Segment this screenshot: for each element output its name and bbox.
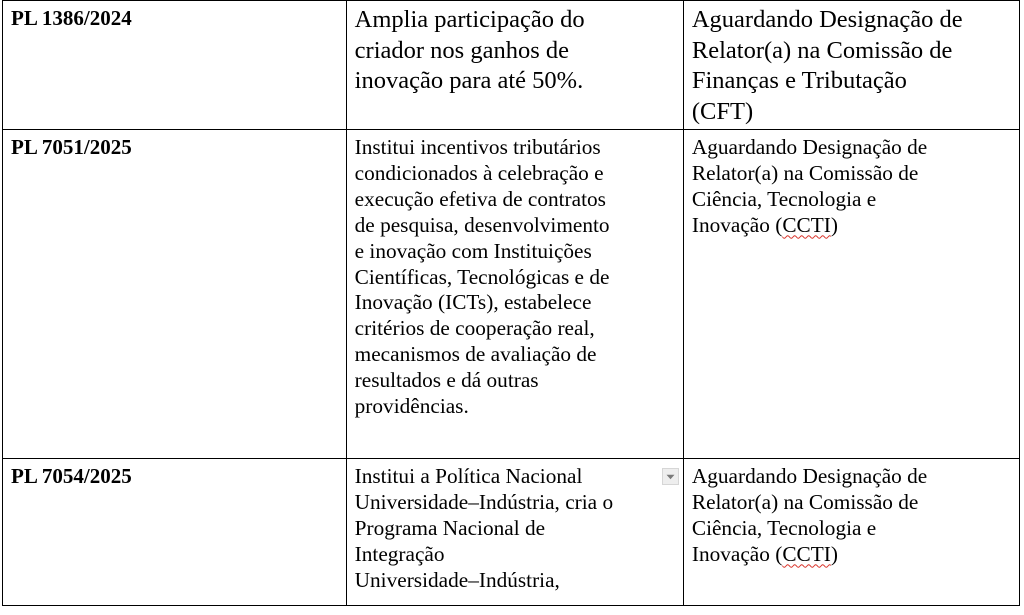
spellcheck-flagged-word[interactable]: CCTI — [782, 212, 831, 237]
bill-description-cell[interactable] — [346, 459, 683, 606]
text-line: Programa Nacional de — [354, 515, 546, 540]
text-segment: Inovação ( — [691, 541, 783, 566]
text-line: resultados e dá outras — [354, 368, 539, 393]
dropdown-button[interactable] — [662, 468, 679, 485]
text-line: Universidade–Indústria, — [354, 567, 560, 592]
text-line: Aguardando Designação de — [691, 135, 928, 159]
text-line — [692, 213, 838, 237]
text-line: Científicas, Tecnológicas e de — [354, 264, 610, 289]
table-row — [3, 130, 1020, 459]
text-line: critérios de cooperação real, — [354, 316, 595, 341]
text-segment: ) — [830, 541, 838, 566]
bill-id-cell[interactable] — [3, 1, 347, 130]
text-line: condicionados à celebração e — [354, 160, 604, 185]
bill-status — [692, 459, 1011, 568]
bill-id: PL 7051/2025 — [11, 135, 132, 159]
text-line: e inovação com Instituições — [354, 238, 592, 263]
bill-id: PL 1386/2024 — [11, 6, 132, 30]
text-line: Institui a Política Nacional — [354, 464, 583, 488]
bill-status — [692, 130, 1011, 239]
text-segment: ) — [830, 212, 838, 237]
text-line: Ciência, Tecnologia e — [691, 515, 877, 540]
text-line — [692, 542, 838, 566]
spellcheck-flagged-word[interactable]: CCTI — [782, 541, 831, 566]
text-line: Relator(a) na Comissão de — [691, 160, 919, 185]
text-line: (CFT) — [691, 97, 754, 125]
text-line: execução efetiva de contratos — [354, 186, 606, 211]
text-line: Inovação (ICTs), estabelece — [354, 290, 592, 315]
text-line: inovação para até 50%. — [354, 67, 584, 94]
table-row — [3, 1, 1020, 130]
text-line: providências. — [354, 394, 469, 419]
text-line: de pesquisa, desenvolvimento — [354, 212, 610, 237]
text-segment: Inovação ( — [691, 212, 783, 237]
bill-status-cell[interactable] — [683, 459, 1019, 606]
chevron-down-icon — [666, 474, 675, 480]
text-line: Aguardando Designação de — [691, 6, 963, 33]
bills-table — [2, 0, 1020, 606]
text-line: mecanismos de avaliação de — [354, 342, 597, 367]
bill-status-cell[interactable] — [683, 1, 1019, 130]
text-line: Finanças e Tributação — [691, 67, 907, 94]
text-line: Integração — [354, 541, 445, 566]
bill-id-cell[interactable] — [3, 130, 347, 459]
table-row — [3, 459, 1020, 606]
bill-description — [355, 459, 675, 594]
bill-description — [355, 1, 675, 97]
bill-id-cell[interactable] — [3, 459, 347, 606]
bill-description-cell[interactable] — [346, 130, 683, 459]
bill-description — [355, 130, 675, 420]
text-line: Ciência, Tecnologia e — [691, 186, 877, 211]
text-line: Relator(a) na Comissão de — [691, 489, 919, 514]
text-line: Aguardando Designação de — [691, 464, 928, 488]
bill-id: PL 7054/2025 — [11, 464, 132, 488]
bill-status — [692, 1, 1011, 127]
text-line: Institui incentivos tributários — [354, 135, 601, 159]
text-line: Universidade–Indústria, cria o — [354, 489, 614, 514]
bill-description-cell[interactable] — [346, 1, 683, 130]
text-line: Relator(a) na Comissão de — [691, 36, 953, 64]
text-line: criador nos ganhos de — [354, 36, 569, 64]
text-line: Amplia participação do — [354, 6, 585, 33]
bill-status-cell[interactable] — [683, 130, 1019, 459]
